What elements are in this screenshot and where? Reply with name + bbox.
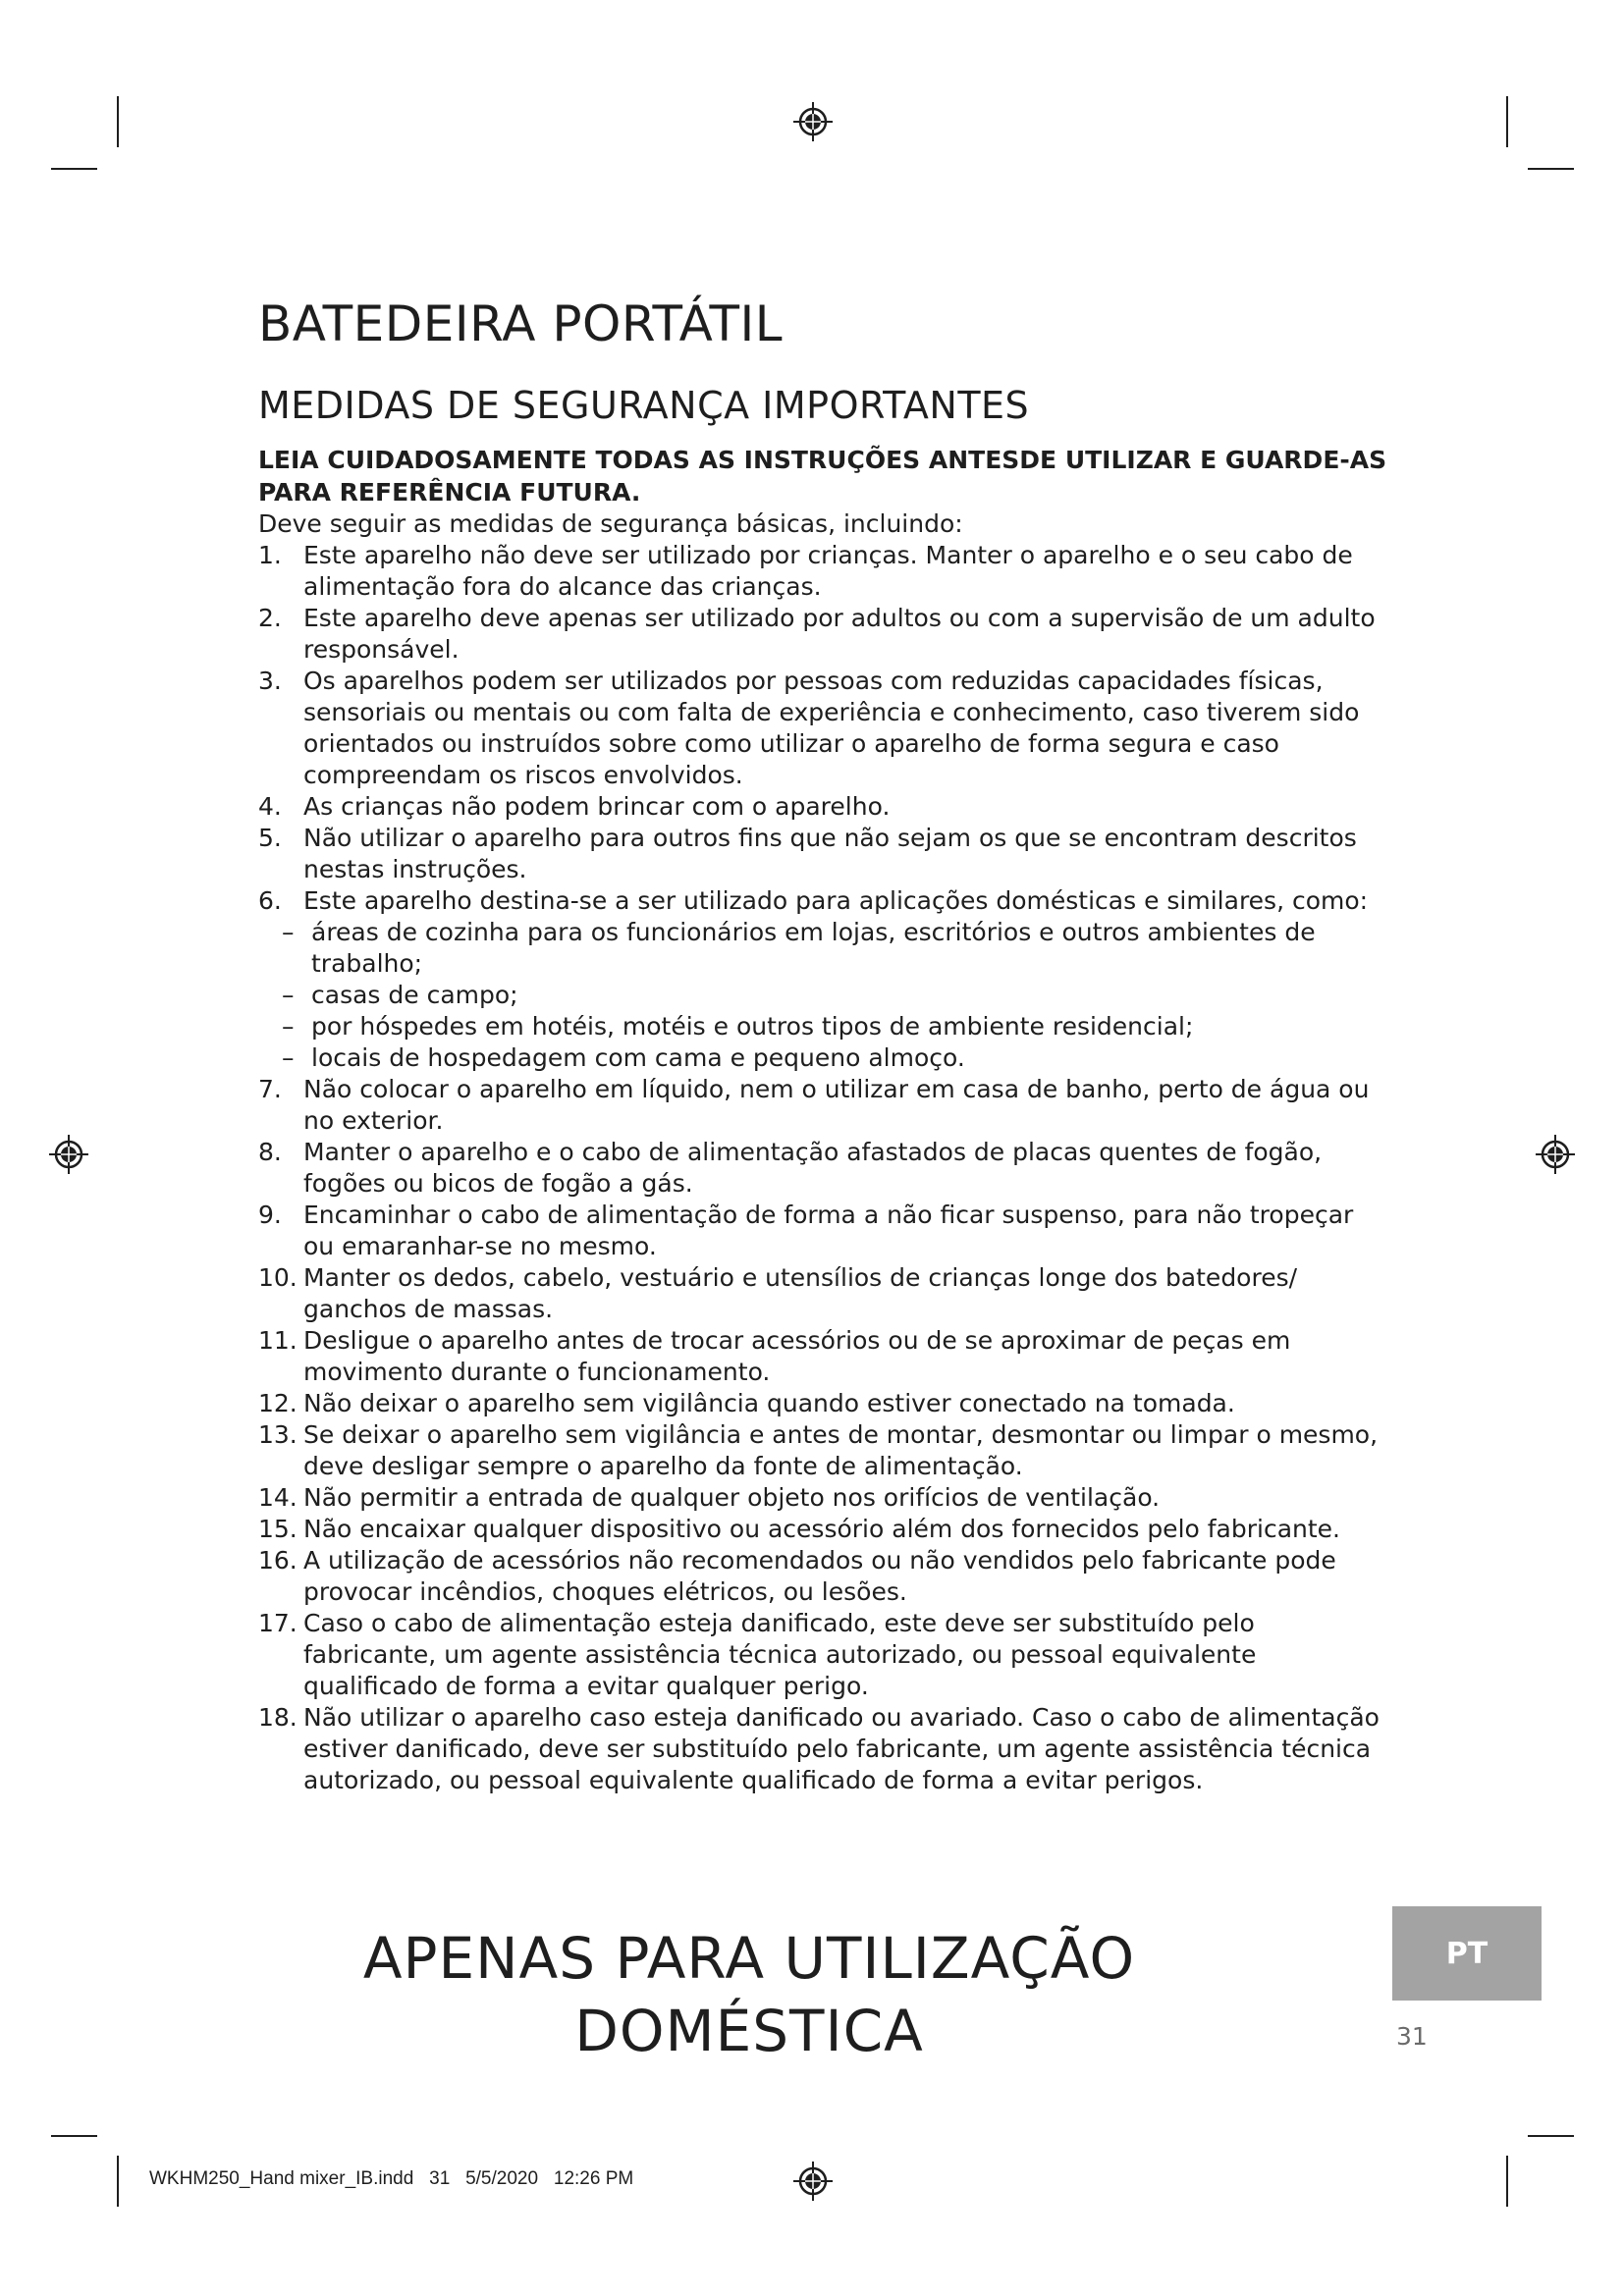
intro-text: Deve seguir as medidas de segurança básicas, incluindo: (258, 509, 963, 538)
sub-item-text: locais de hospedagem com cama e pequeno almoço. (311, 1043, 965, 1072)
crop-mark-top-right-v (1506, 96, 1508, 147)
sub-item-text: casas de campo; (311, 981, 518, 1009)
item-text: Os aparelhos podem ser utilizados por pessoas com reduzidas capacidades físicas, sensoriais ou mentais ou com falta de experiência e conhecimento, caso tiverem sido orientados ou instruídos sobre como utilizar o aparelho de forma segura e caso compreendam os riscos envolvidos. (303, 667, 1360, 789)
list-item (258, 1514, 1387, 1545)
item-number: 14. (258, 1483, 298, 1512)
list-item (258, 1325, 1387, 1388)
sub-item-text: por hóspedes em hotéis, motéis e outros tipos de ambiente residencial; (311, 1012, 1194, 1041)
list-item (258, 1419, 1387, 1482)
crop-mark-bottom-right-v (1506, 2156, 1508, 2207)
language-tab: PT (1392, 1906, 1542, 2001)
sub-list-item (258, 980, 1387, 1011)
domestic-use-banner (258, 1922, 1240, 2067)
list-item (258, 1545, 1387, 1608)
banner-line-1: APENAS PARA UTILIZAÇÃO (362, 1925, 1136, 1992)
item-number: 18. (258, 1703, 298, 1732)
sub-list-container (258, 917, 1387, 1074)
crop-mark-top-right-h (1528, 168, 1574, 170)
item-number: 9. (258, 1201, 282, 1229)
item-number: 11. (258, 1326, 298, 1355)
item-text: Não utilizar o aparelho caso esteja danificado ou avariado. Caso o cabo de alimentação estiver danificado, deve ser substituído pelo fabricante, um agente assistência técnica autorizado, ou pessoal equivalente qualificado de forma a evitar perigos. (303, 1703, 1380, 1794)
dash-marker: – (282, 918, 295, 946)
registration-mark-icon (1534, 1133, 1577, 1176)
page-title: BATEDEIRA PORTÁTIL (258, 295, 784, 352)
item-text: A utilização de acessórios não recomendados ou não vendidos pelo fabricante pode provocar incêndios, choques elétricos, ou lesões. (303, 1546, 1336, 1606)
item-text: Este aparelho não deve ser utilizado por crianças. Manter o aparelho e o seu cabo de alimentação fora do alcance das crianças. (303, 541, 1353, 601)
print-slug: WKHM250_Hand mixer_IB.indd 31 5/5/2020 12:26 PM (149, 2168, 634, 2189)
item-number: 6. (258, 886, 282, 915)
item-number: 13. (258, 1420, 298, 1449)
section-heading: MEDIDAS DE SEGURANÇA IMPORTANTES (258, 384, 1030, 427)
list-item (258, 1262, 1387, 1325)
list-item (258, 1074, 1387, 1137)
sub-list (258, 917, 1387, 1074)
item-text: Este aparelho destina-se a ser utilizado para aplicações domésticas e similares, como: (303, 886, 1369, 915)
item-number: 8. (258, 1138, 282, 1166)
list-item (258, 1137, 1387, 1200)
item-number: 4. (258, 792, 282, 821)
registration-mark-icon (791, 2160, 835, 2203)
item-number: 16. (258, 1546, 298, 1575)
page-number: 31 (1396, 2022, 1428, 2051)
list-item (258, 666, 1387, 791)
sub-list-item (258, 1011, 1387, 1042)
item-number: 7. (258, 1075, 282, 1103)
item-number: 1. (258, 541, 282, 569)
item-text: Não colocar o aparelho em líquido, nem o utilizar em casa de banho, perto de água ou no exterior. (303, 1075, 1370, 1135)
item-number: 17. (258, 1609, 298, 1637)
item-text: Não utilizar o aparelho para outros fins que não sejam os que se encontram descritos nestas instruções. (303, 824, 1357, 883)
safety-list (258, 540, 1387, 1796)
sub-list-item (258, 917, 1387, 980)
list-item (258, 1702, 1387, 1796)
list-item (258, 823, 1387, 885)
crop-mark-top-left-h (51, 168, 97, 170)
item-text: Manter o aparelho e o cabo de alimentação afastados de placas quentes de fogão, fogões ou bicos de fogão a gás. (303, 1138, 1323, 1198)
crop-mark-top-left-v (117, 96, 119, 147)
dash-marker: – (282, 1043, 295, 1072)
item-text: As crianças não podem brincar com o aparelho. (303, 792, 891, 821)
list-item (258, 540, 1387, 603)
main-content (258, 294, 1387, 1796)
item-number: 3. (258, 667, 282, 695)
list-item (258, 885, 1387, 917)
crop-mark-bottom-left-h (51, 2135, 97, 2137)
item-number: 5. (258, 824, 282, 852)
item-text: Se deixar o aparelho sem vigilância e antes de montar, desmontar ou limpar o mesmo, deve desligar sempre o aparelho da fonte de alimentação. (303, 1420, 1379, 1480)
sub-list-item (258, 1042, 1387, 1074)
item-text: Manter os dedos, cabelo, vestuário e utensílios de crianças longe dos batedores/ ganchos de massas. (303, 1263, 1298, 1323)
crop-mark-bottom-left-v (117, 2156, 119, 2207)
item-number: 10. (258, 1263, 298, 1292)
item-text: Não encaixar qualquer dispositivo ou acessório além dos fornecidos pelo fabricante. (303, 1515, 1341, 1543)
item-text: Desligue o aparelho antes de trocar acessórios ou de se aproximar de peças em movimento durante o funcionamento. (303, 1326, 1291, 1386)
item-number: 15. (258, 1515, 298, 1543)
item-text: Este aparelho deve apenas ser utilizado por adultos ou com a supervisão de um adulto responsável. (303, 604, 1376, 664)
dash-marker: – (282, 981, 295, 1009)
item-text: Não deixar o aparelho sem vigilância quando estiver conectado na tomada. (303, 1389, 1235, 1417)
registration-mark-icon (791, 100, 835, 143)
list-item (258, 1388, 1387, 1419)
list-item (258, 603, 1387, 666)
list-item (258, 791, 1387, 823)
item-text: Encaminhar o cabo de alimentação de forma a não ficar suspenso, para não tropeçar ou emaranhar-se no mesmo. (303, 1201, 1354, 1260)
list-item (258, 1482, 1387, 1514)
registration-mark-icon (47, 1133, 90, 1176)
item-text: Não permitir a entrada de qualquer objeto nos orifícios de ventilação. (303, 1483, 1161, 1512)
banner-line-2: DOMÉSTICA (574, 1998, 924, 2064)
item-number: 2. (258, 604, 282, 632)
list-item (258, 1608, 1387, 1702)
lead-instruction: LEIA CUIDADOSAMENTE TODAS AS INSTRUÇÕES ANTESDE UTILIZAR E GUARDE-AS PARA REFERÊNCIA FUTURA. (258, 446, 1387, 507)
crop-mark-bottom-right-h (1528, 2135, 1574, 2137)
dash-marker: – (282, 1012, 295, 1041)
item-number: 12. (258, 1389, 298, 1417)
list-item (258, 1200, 1387, 1262)
item-text: Caso o cabo de alimentação esteja danificado, este deve ser substituído pelo fabricante, um agente assistência técnica autorizado, ou pessoal equivalente qualificado de forma a evitar qualquer perigo. (303, 1609, 1257, 1700)
sub-item-text: áreas de cozinha para os funcionários em lojas, escritórios e outros ambientes de trabalho; (311, 918, 1316, 978)
